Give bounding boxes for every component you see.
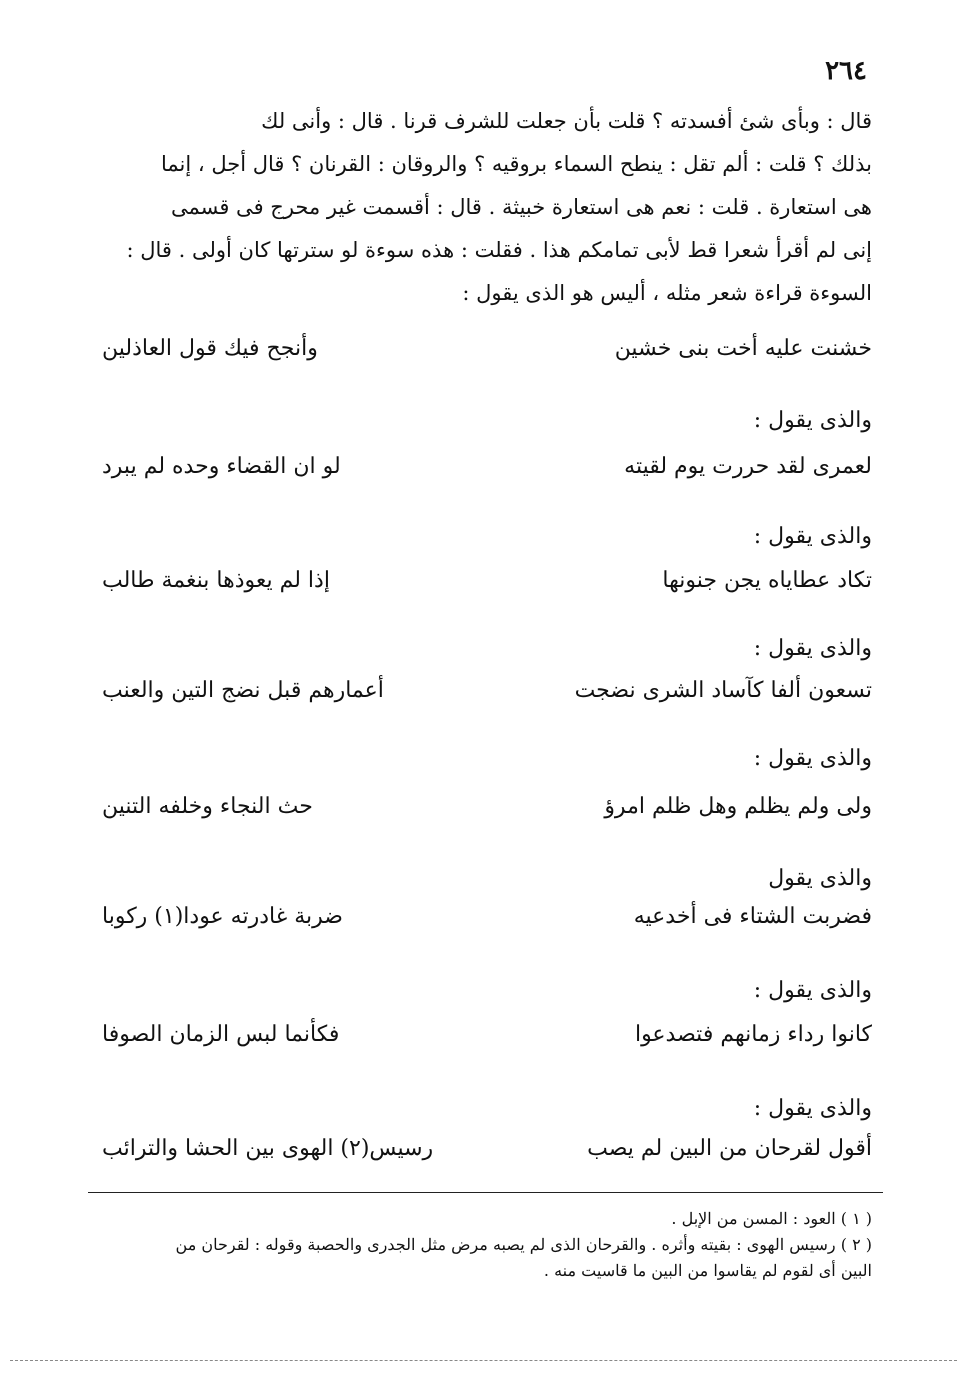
verse-second-hemistich: رسيس(٢) الهوى بين الحشا والترائب — [102, 1136, 434, 1161]
verse-intro: والذى يقول : — [753, 978, 872, 1003]
verse-first-hemistich: لعمرى لقد حررت يوم لقيته — [624, 454, 872, 479]
verse-second-hemistich: حث النجاء وخلفه التنين — [102, 794, 313, 819]
verse-line — [102, 336, 872, 361]
prose-line: قال : وبأى شئ أفسدته ؟ قلت بأن جعلت للشرف قرنا . قال : وأنى لك — [261, 109, 872, 133]
footnote-2: ( ٢ ) رسيس الهوى : بقيته وأثره . والقرحان الذى لم يصبه مرض مثل الجدرى والحصبة وقوله : لقرحان من — [175, 1235, 872, 1254]
verse-line — [102, 904, 872, 929]
verse-line — [102, 794, 872, 819]
verse-first-hemistich: تكاد عطاياه يجن جنونها — [662, 568, 872, 593]
prose-line: هى استعارة . قلت : نعم هى استعارة خبيثة . قال : أقسمت غير محرج فى قسمى — [170, 195, 872, 219]
verse-line — [102, 1136, 872, 1161]
verse-intro: والذى يقول : — [753, 746, 872, 771]
verse-first-hemistich: تسعون ألفا كآساد الشرى نضجت — [574, 678, 872, 703]
verse-intro: والذى يقول : — [753, 524, 872, 549]
footnote-divider — [88, 1192, 883, 1193]
page-bottom-edge — [10, 1360, 957, 1361]
page-number: ٢٦٤ — [825, 56, 867, 86]
prose-line: السوءة قراءة شعر مثله ، أليس هو الذى يقول : — [462, 281, 872, 305]
verse-second-hemistich: وأنجح فيك قول العاذلين — [102, 336, 318, 361]
verse-intro: والذى يقول : — [753, 636, 872, 661]
verse-line — [102, 454, 872, 479]
verse-second-hemistich: ضربة غادرته عودا(١) ركوبا — [102, 904, 343, 929]
verse-intro: والذى يقول : — [753, 408, 872, 433]
verse-line — [102, 678, 872, 703]
verse-intro: والذى يقول : — [753, 1096, 872, 1121]
verse-second-hemistich: فكأنما لبس الزمان الصوفا — [102, 1022, 340, 1047]
verse-line — [102, 1022, 872, 1047]
verse-intro: والذى يقول — [768, 866, 872, 891]
verse-first-hemistich: فضربت الشتاء فى أخدعيه — [633, 904, 872, 929]
footnote-2-continued: البين أى لقوم لم يقاسوا من البين ما قاسيت منه . — [543, 1261, 872, 1280]
verse-first-hemistich: خشنت عليه أخت بنى خشين — [614, 336, 872, 361]
verse-line — [102, 568, 872, 593]
verse-first-hemistich: ولى ولم يظلم وهل ظلم امرؤ — [604, 794, 872, 819]
verse-second-hemistich: إذا لم يعوذها بنغمة طالب — [102, 568, 330, 593]
footnote-1: ( ١ ) العود : المسن من الإبل . — [671, 1209, 872, 1228]
verse-second-hemistich: أعمارهم قبل نضج التين والعنب — [102, 678, 384, 703]
prose-line: إنى لم أقرأ شعرا قط لأبى تمامكم هذا . فقلت : هذه سوءة لو سترتها كان أولى . قال : — [126, 238, 872, 262]
verse-second-hemistich: لو ان القضاء وحده لم يبرد — [102, 454, 341, 479]
prose-paragraph — [92, 100, 872, 315]
verse-first-hemistich: أقول لقرحان من البين لم يصب — [587, 1136, 872, 1161]
verse-first-hemistich: كانوا رداء زمانهم فتصدعوا — [634, 1022, 872, 1047]
prose-line: بذلك ؟ قلت : ألم تقل : ينطح السماء بروقيه ؟ والروقان : القرنان ؟ قال أجل ، إنما — [160, 152, 872, 176]
footnotes — [92, 1206, 872, 1284]
